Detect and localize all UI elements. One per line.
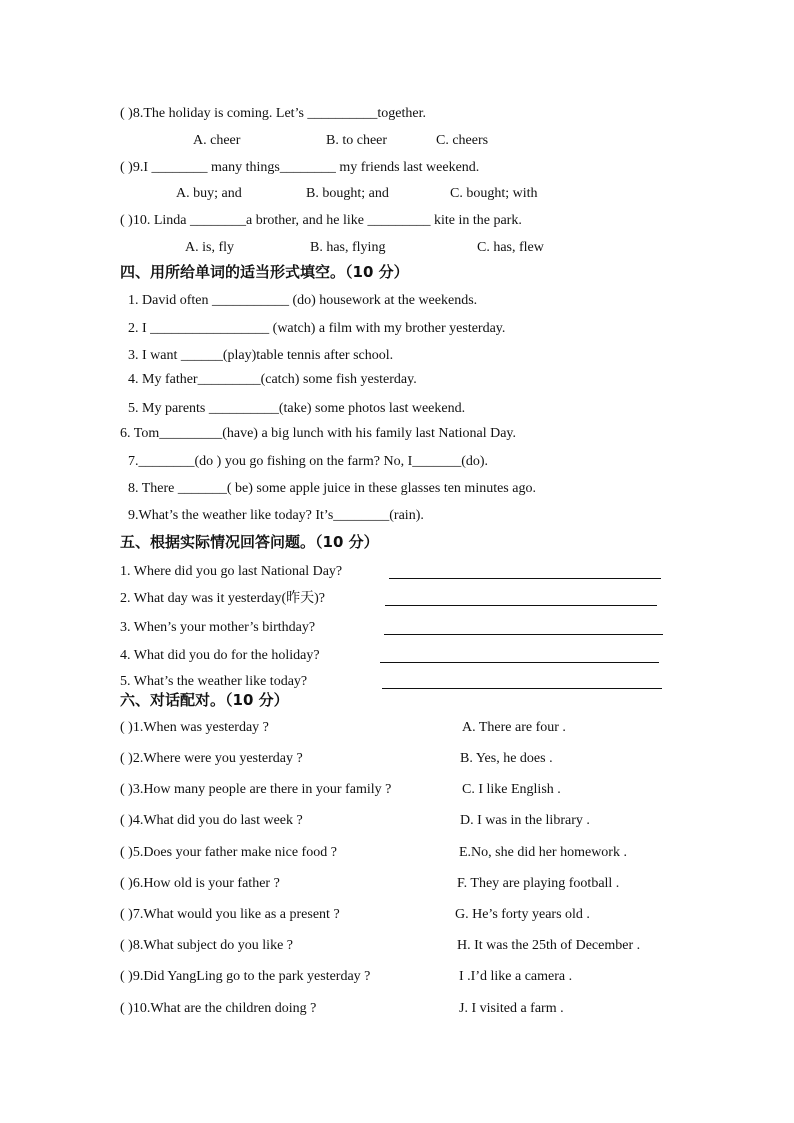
mc-q9-option-a: A. buy; and [176,186,242,201]
mc-q10-option-b: B. has, flying [310,240,386,255]
sec6-question-7: ( )7.What would you like as a present ? [120,907,340,922]
sec6-question-1: ( )1.When was yesterday ? [120,720,269,735]
mc-q8-option-c: C. cheers [436,133,489,148]
section-5-title: 五、根据实际情况回答问题。（10 分） [120,533,379,551]
sec4-item-6: 6. Tom_________(have) a big lunch with his family last National Day. [120,426,517,441]
answer-line-2[interactable] [385,605,657,606]
sec4-item-1: 1. David often ___________ (do) housework at the weekends. [128,293,478,308]
answer-line-1[interactable] [389,578,661,579]
sec4-item-3: 3. I want ______(play)table tennis after school. [128,348,394,363]
sec4-item-5: 5. My parents __________(take) some photos last weekend. [128,401,466,416]
sec6-answer-g: G. He’s forty years old . [455,907,590,922]
section-6-title: 六、对话配对。（10 分） [120,691,289,709]
mc-q10: ( )10. Linda ________a brother, and he like _________ kite in the park. [120,213,522,228]
mc-q8-option-a: A. cheer [193,133,241,148]
answer-line-3[interactable] [384,634,663,635]
sec6-question-2: ( )2.Where were you yesterday ? [120,751,303,766]
sec6-question-3: ( )3.How many people are there in your family ? [120,782,392,797]
answer-line-4[interactable] [380,662,659,663]
sec6-answer-a: A. There are four . [462,720,566,735]
sec6-answer-h: H. It was the 25th of December . [457,938,641,953]
sec6-answer-d: D. I was in the library . [460,813,590,828]
sec6-question-9: ( )9.Did YangLing go to the park yesterday ? [120,969,371,984]
sec5-question-3: 3. When’s your mother’s birthday? [120,620,316,635]
sec6-answer-b: B. Yes, he does . [460,751,553,766]
answer-line-5[interactable] [382,688,662,689]
sec6-answer-c: C. I like English . [462,782,561,797]
mc-q10-option-c: C. has, flew [477,240,544,255]
sec6-answer-i: I .I’d like a camera . [459,969,573,984]
sec6-question-4: ( )4.What did you do last week ? [120,813,303,828]
mc-q8: ( )8.The holiday is coming. Let’s __________together. [120,106,427,121]
mc-q9-option-b: B. bought; and [306,186,389,201]
sec4-item-2: 2. I _________________ (watch) a film with my brother yesterday. [128,321,506,336]
sec6-answer-f: F. They are playing football . [457,876,620,891]
mc-q8-option-b: B. to cheer [326,133,388,148]
section-4-title: 四、用所给单词的适当形式填空。（10 分） [120,263,409,281]
sec6-question-10: ( )10.What are the children doing ? [120,1001,317,1016]
sec5-question-2: 2. What day was it yesterday(昨天)? [120,591,326,606]
sec4-item-4: 4. My father_________(catch) some fish yesterday. [128,372,417,387]
sec5-question-4: 4. What did you do for the holiday? [120,648,320,663]
sec4-item-9: 9.What’s the weather like today? It’s________(rain). [128,508,424,523]
sec6-question-6: ( )6.How old is your father ? [120,876,280,891]
sec6-answer-j: J. I visited a farm . [459,1001,564,1016]
sec6-question-5: ( )5.Does your father make nice food ? [120,845,337,860]
mc-q10-option-a: A. is, fly [185,240,234,255]
sec5-question-5: 5. What’s the weather like today? [120,674,308,689]
sec5-question-1: 1. Where did you go last National Day? [120,564,343,579]
sec6-answer-e: E.No, she did her homework . [459,845,627,860]
mc-q9: ( )9.I ________ many things________ my friends last weekend. [120,160,480,175]
sec4-item-7: 7.________(do ) you go fishing on the farm? No, I_______(do). [128,454,489,469]
sec4-item-8: 8. There _______( be) some apple juice in these glasses ten minutes ago. [128,481,536,496]
sec6-question-8: ( )8.What subject do you like ? [120,938,294,953]
mc-q9-option-c: C. bought; with [450,186,538,201]
